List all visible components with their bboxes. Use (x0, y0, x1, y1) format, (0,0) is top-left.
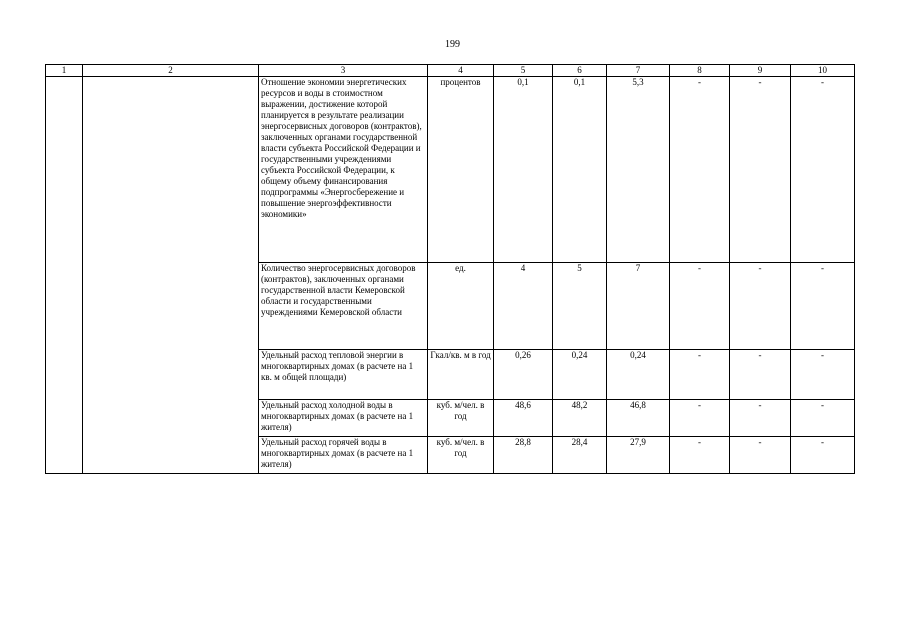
value-col8: - (670, 77, 730, 263)
value-col9: - (730, 400, 791, 437)
column-number: 5 (494, 65, 553, 77)
page-number: 199 (445, 39, 460, 50)
value-col9: - (730, 77, 791, 263)
value-col10: - (791, 263, 855, 350)
value-col5: 0,26 (494, 350, 553, 400)
value-col8: - (670, 400, 730, 437)
indicator-unit: ед. (428, 263, 494, 350)
column-number: 8 (670, 65, 730, 77)
column-number: 10 (791, 65, 855, 77)
column-number: 1 (46, 65, 83, 77)
table-row (46, 77, 855, 263)
indicator-unit: процентов (428, 77, 494, 263)
empty-cell-col1 (46, 77, 83, 474)
value-col10: - (791, 77, 855, 263)
indicator-unit: Гкал/кв. м в год (428, 350, 494, 400)
value-col7: 0,24 (607, 350, 670, 400)
value-col6: 0,1 (553, 77, 607, 263)
value-col8: - (670, 437, 730, 474)
indicators-table (45, 64, 855, 474)
empty-cell-col2 (83, 77, 259, 474)
column-number: 4 (428, 65, 494, 77)
value-col8: - (670, 350, 730, 400)
indicator-unit: куб. м/чел. в год (428, 437, 494, 474)
value-col7: 46,8 (607, 400, 670, 437)
indicator-name: Удельный расход горячей воды в многоквартирных домах (в расчете на 1 жителя) (259, 437, 428, 474)
value-col6: 28,4 (553, 437, 607, 474)
value-col10: - (791, 400, 855, 437)
column-number: 7 (607, 65, 670, 77)
value-col7: 7 (607, 263, 670, 350)
value-col7: 27,9 (607, 437, 670, 474)
column-number: 2 (83, 65, 259, 77)
value-col5: 4 (494, 263, 553, 350)
value-col9: - (730, 350, 791, 400)
value-col7: 5,3 (607, 77, 670, 263)
column-number: 9 (730, 65, 791, 77)
value-col8: - (670, 263, 730, 350)
value-col5: 0,1 (494, 77, 553, 263)
value-col10: - (791, 350, 855, 400)
indicator-name: Отношение экономии энергетических ресурсов и воды в стоимостном выражении, достижение которой планируется в результате реализации энергосервисных договоров (контрактов), заключенных органами государственной власти субъекта Российской Федерации и государственными учреждениями субъекта Российской Федерации, к общему объему финансирования подпрограммы «Энергосбережение и повышение энергоэффективности экономики» (259, 77, 428, 263)
value-col6: 48,2 (553, 400, 607, 437)
value-col6: 0,24 (553, 350, 607, 400)
value-col6: 5 (553, 263, 607, 350)
column-number-row (46, 65, 855, 77)
column-number: 6 (553, 65, 607, 77)
value-col5: 48,6 (494, 400, 553, 437)
value-col9: - (730, 263, 791, 350)
value-col9: - (730, 437, 791, 474)
value-col10: - (791, 437, 855, 474)
indicator-name: Удельный расход холодной воды в многоквартирных домах (в расчете на 1 жителя) (259, 400, 428, 437)
value-col5: 28,8 (494, 437, 553, 474)
column-number: 3 (259, 65, 428, 77)
indicator-unit: куб. м/чел. в год (428, 400, 494, 437)
indicator-name: Количество энергосервисных договоров (контрактов), заключенных органами государственной власти Кемеровской области и государственными учреждениями Кемеровской области (259, 263, 428, 350)
indicator-name: Удельный расход тепловой энергии в многоквартирных домах (в расчете на 1 кв. м общей площади) (259, 350, 428, 400)
